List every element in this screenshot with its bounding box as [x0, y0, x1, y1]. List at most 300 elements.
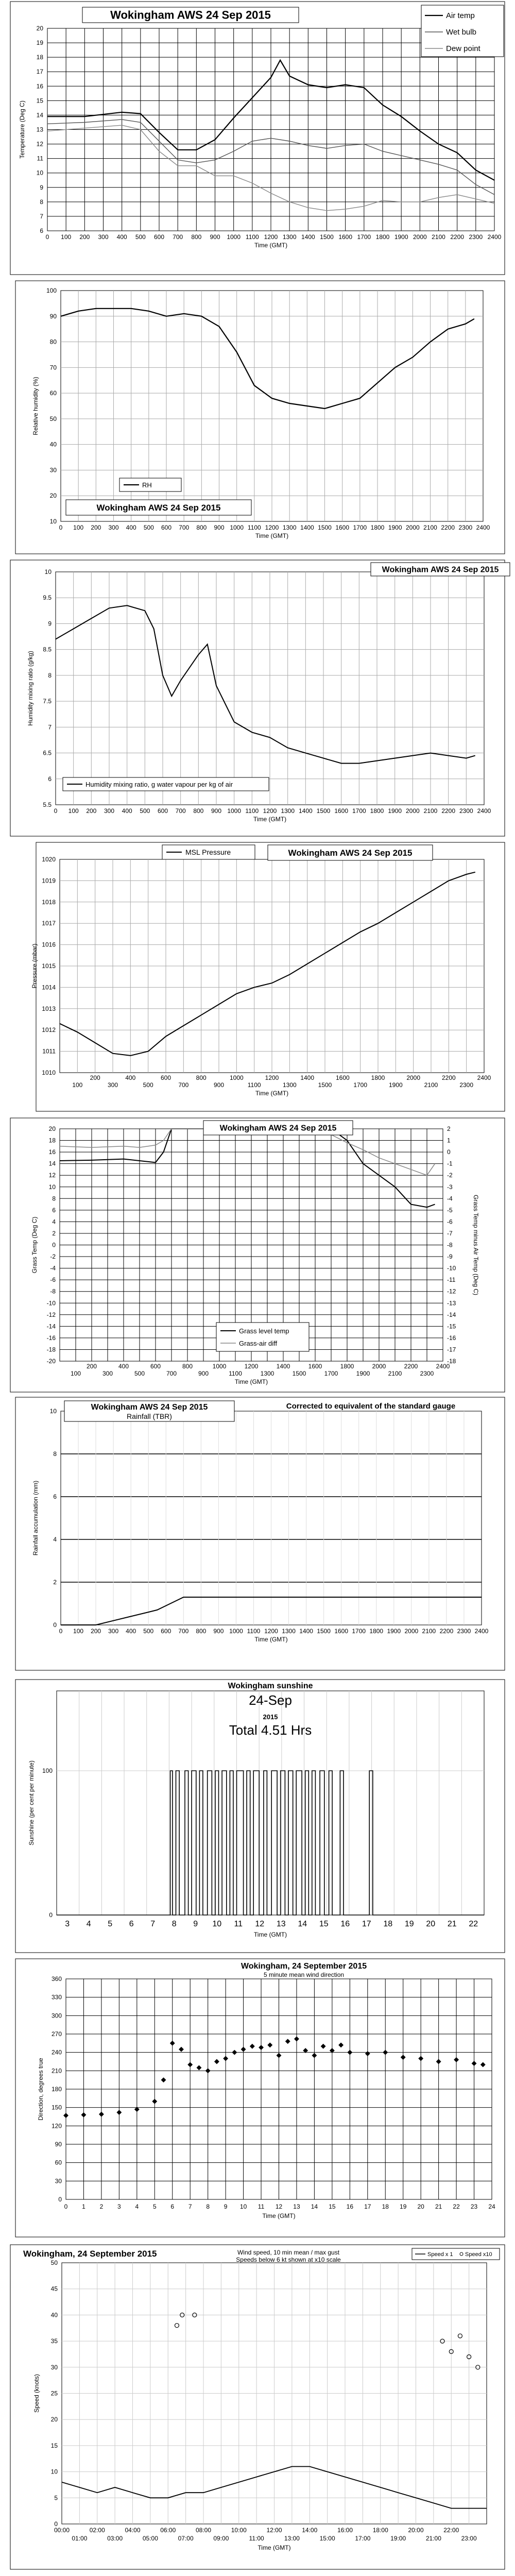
y-tick-label: 9 [40, 183, 43, 191]
y-tick-label: 25 [50, 2389, 58, 2397]
x-tick-label: 1200 [244, 1363, 259, 1370]
y2-tick-label: -16 [447, 1334, 456, 1342]
x-tick-label: 1800 [370, 807, 384, 815]
chart-title: Wokingham AWS 24 Sep 2015 [91, 1403, 208, 1412]
y2-tick-label: -11 [447, 1276, 456, 1284]
x-tick-label: 21 [447, 1920, 457, 1928]
y-tick-label: 17 [36, 68, 43, 76]
x-tick-label: 400 [118, 1363, 129, 1370]
y-tick-label: 8.5 [43, 646, 52, 653]
x-tick-label: 400 [126, 1628, 136, 1635]
y-tick-label: 40 [50, 2311, 58, 2319]
x-tick-label: 800 [196, 1628, 207, 1635]
x-axis-label: Time (GMT) [255, 532, 289, 539]
y-tick-label: 100 [42, 1767, 53, 1774]
x-tick-label: 2000 [413, 233, 427, 241]
y-tick-label: 0 [49, 1911, 53, 1919]
x-tick-label: 2100 [388, 1370, 402, 1377]
y-tick-label: 60 [55, 2159, 62, 2166]
y-tick-label: 90 [49, 312, 57, 320]
y-tick-label: 16 [48, 1148, 56, 1156]
y-tick-label: 11 [37, 155, 43, 162]
x-tick-label: 300 [102, 1370, 113, 1377]
y-tick-label: 1016 [42, 941, 56, 948]
y-tick-label: 0 [54, 2520, 58, 2528]
x-tick-label: 21:00 [425, 2535, 441, 2542]
x-tick-label: 1500 [317, 1628, 331, 1635]
y-tick-label: -18 [46, 1346, 56, 1353]
y-tick-label: -12 [46, 1311, 56, 1318]
x-tick-label: 03:00 [107, 2535, 123, 2542]
x-tick-label: 700 [178, 1081, 189, 1089]
x-tick-label: 2400 [477, 807, 491, 815]
y-tick-label: -6 [50, 1276, 56, 1284]
x-tick-label: 1300 [260, 1370, 274, 1377]
y2-tick-label: -8 [447, 1241, 453, 1249]
x-tick-label: 10 [239, 2203, 247, 2210]
x-tick-label: 2200 [450, 233, 465, 241]
x-axis-label: Time (GMT) [254, 1636, 288, 1643]
x-tick-label: 23 [470, 2203, 478, 2210]
x-tick-label: 4 [135, 2203, 139, 2210]
x-tick-label: 1700 [357, 233, 371, 241]
x-tick-label: 04:00 [125, 2527, 141, 2534]
x-tick-label: 07:00 [178, 2535, 194, 2542]
wind-speed-chart [0, 2243, 515, 2576]
x-tick-label: 2400 [477, 1074, 491, 1081]
x-tick-label: 10 [212, 1920, 222, 1928]
y-tick-label: 1014 [42, 984, 56, 991]
grass-temp-chart [0, 1116, 515, 1396]
y-tick-label: 240 [51, 2048, 62, 2056]
y-tick-label: 14 [36, 111, 43, 119]
x-tick-label: 1800 [340, 1363, 354, 1370]
y-tick-label: 2 [52, 1229, 56, 1237]
rainfall-chart-svg [0, 1396, 515, 1678]
y-tick-label: 50 [49, 415, 57, 422]
x-tick-label: 1100 [229, 1370, 242, 1377]
x-tick-label: 1900 [388, 524, 402, 531]
x-tick-label: 400 [116, 233, 127, 241]
x-tick-label: 1500 [292, 1370, 306, 1377]
x-tick-label: 200 [91, 524, 101, 531]
x-tick-label: 1700 [352, 807, 366, 815]
x-tick-label: 1000 [212, 1363, 227, 1370]
legend-label: MSL Pressure [185, 848, 231, 856]
x-tick-label: 6 [170, 2203, 175, 2210]
y2-tick-label: -18 [447, 1358, 456, 1365]
x-tick-label: 2000 [404, 1628, 419, 1635]
x-tick-label: 1100 [247, 1628, 261, 1635]
x-tick-label: 1000 [230, 524, 244, 531]
x-tick-label: 900 [213, 1628, 224, 1635]
x-tick-label: 300 [104, 807, 115, 815]
x-tick-label: 02:00 [89, 2527, 105, 2534]
y-axis-label: Direction, degrees true [37, 2058, 44, 2121]
y-tick-label: 1011 [42, 1047, 56, 1055]
x-tick-label: 4 [86, 1920, 91, 1928]
x-tick-label: 11 [234, 1920, 243, 1928]
wind-direction-chart [0, 1957, 515, 2243]
pressure-chart [0, 841, 515, 1116]
x-tick-label: 1000 [229, 1074, 244, 1081]
x-tick-label: 18:00 [372, 2527, 388, 2534]
x-tick-label: 08:00 [195, 2527, 212, 2534]
x-tick-label: 100 [73, 1628, 84, 1635]
x-axis-label: Time (GMT) [254, 242, 288, 249]
x-tick-label: 2 [99, 2203, 104, 2210]
x-tick-label: 2000 [372, 1363, 386, 1370]
x-tick-label: 14 [311, 2203, 318, 2210]
x-tick-label: 1400 [301, 233, 315, 241]
chart-subtitle: Wind speed, 10 min mean / max gust [237, 2249, 340, 2256]
y-tick-label: 18 [36, 54, 43, 61]
y-tick-label: 18 [48, 1137, 56, 1144]
x-tick-label: 1800 [369, 1628, 384, 1635]
y-tick-label: 20 [36, 25, 43, 32]
x-tick-label: 1300 [282, 233, 297, 241]
x-tick-label: 23:00 [461, 2535, 477, 2542]
x-tick-label: 24 [488, 2203, 495, 2210]
x-tick-label: 2000 [405, 524, 420, 531]
y-tick-label: 7.5 [43, 698, 52, 705]
y-tick-label: 8 [52, 1195, 56, 1202]
x-tick-label: 100 [68, 807, 79, 815]
y-tick-label: 1010 [42, 1069, 56, 1076]
mixing-ratio-chart [0, 558, 515, 841]
y2-tick-label: 2 [447, 1125, 451, 1132]
x-tick-label: 1200 [263, 807, 277, 815]
x-axis-label: Time (GMT) [234, 1378, 268, 1385]
x-tick-label: 600 [160, 1074, 171, 1081]
x-tick-label: 2400 [474, 1628, 489, 1635]
y-tick-label: 330 [51, 1993, 62, 2001]
y-tick-label: 1013 [42, 1005, 56, 1012]
x-tick-label: 11:00 [249, 2535, 264, 2542]
x-tick-label: 1300 [281, 807, 295, 815]
y2-tick-label: -4 [447, 1195, 453, 1202]
x-tick-label: 7 [150, 1920, 156, 1928]
x-tick-label: 1 [82, 2203, 85, 2210]
x-tick-label: 700 [179, 524, 190, 531]
y-axis-label: Grass Temp (Deg C) [31, 1216, 38, 1274]
x-tick-label: 00:00 [54, 2527, 70, 2534]
x-tick-label: 1200 [264, 1628, 278, 1635]
x-tick-label: 14:00 [302, 2527, 318, 2534]
x-tick-label: 09:00 [213, 2535, 229, 2542]
y-tick-label: 16 [36, 82, 43, 90]
x-tick-label: 20:00 [408, 2527, 424, 2534]
y-tick-label: 80 [49, 338, 57, 346]
y-tick-label: 1020 [42, 856, 56, 863]
x-tick-label: 2200 [441, 524, 455, 531]
y2-tick-label: -9 [447, 1253, 453, 1261]
x-tick-label: 20 [417, 2203, 424, 2210]
y-tick-label: 1012 [42, 1026, 56, 1034]
x-tick-label: 1900 [387, 1628, 401, 1635]
x-tick-label: 2000 [406, 1074, 421, 1081]
x-tick-label: 1600 [338, 233, 353, 241]
x-tick-label: 5 [152, 2203, 157, 2210]
temperature-chart-svg [0, 0, 515, 279]
x-tick-label: 1700 [324, 1370, 338, 1377]
x-tick-label: 10:00 [231, 2527, 247, 2534]
x-tick-label: 1100 [247, 524, 261, 531]
y-tick-label: 0 [52, 1241, 56, 1249]
y-tick-label: 7 [40, 212, 43, 220]
x-tick-label: 8 [206, 2203, 210, 2210]
x-tick-label: 800 [196, 524, 207, 531]
x-tick-label: 1100 [247, 1081, 261, 1089]
x-tick-label: 500 [143, 524, 154, 531]
y-tick-label: 0 [58, 2196, 62, 2203]
y-tick-label: 8 [40, 198, 43, 206]
x-tick-label: 1000 [229, 1628, 243, 1635]
legend-label: Grass-air diff [239, 1340, 278, 1347]
x-tick-label: 400 [122, 807, 132, 815]
y2-tick-label: -17 [447, 1346, 456, 1353]
x-axis-label: Time (GMT) [253, 1931, 287, 1938]
x-tick-label: 1600 [334, 807, 349, 815]
y-tick-label: 20 [50, 2416, 58, 2424]
x-tick-label: 700 [175, 807, 186, 815]
x-tick-label: 900 [210, 233, 220, 241]
x-tick-label: 1200 [265, 524, 279, 531]
chart-subtitle: 5 minute mean wind direction [263, 1971, 345, 1978]
x-tick-label: 13:00 [284, 2535, 300, 2542]
x-tick-label: 20 [426, 1920, 436, 1928]
y-tick-label: 1015 [42, 962, 56, 970]
x-tick-label: 21 [435, 2203, 442, 2210]
x-tick-label: 1000 [227, 233, 241, 241]
y-tick-label: 8 [48, 671, 52, 679]
x-tick-label: 2100 [422, 1628, 436, 1635]
x-tick-label: 19 [400, 2203, 407, 2210]
x-tick-label: 7 [188, 2203, 192, 2210]
sunshine-chart [0, 1678, 515, 1957]
x-tick-label: 300 [108, 1628, 119, 1635]
x-tick-label: 1600 [308, 1363, 322, 1370]
legend-label: Wet bulb [446, 28, 476, 37]
y-axis-label: Temperature (Deg C) [19, 100, 26, 159]
x-tick-label: 6 [129, 1920, 134, 1928]
x-tick-label: 1600 [335, 1074, 350, 1081]
x-tick-label: 600 [153, 233, 165, 241]
chart-subtitle: Rainfall (TBR) [127, 1412, 172, 1420]
y-tick-label: -8 [50, 1287, 56, 1295]
x-tick-label: 1300 [282, 1628, 296, 1635]
sunshine-chart-svg [0, 1678, 515, 1957]
x-tick-label: 1500 [316, 807, 331, 815]
y-tick-label: 14 [48, 1160, 56, 1167]
x-tick-label: 1500 [320, 233, 334, 241]
x-tick-label: 500 [143, 1081, 153, 1089]
y-axis-label: Speed (knots) [33, 2374, 40, 2413]
x-tick-label: 600 [161, 1628, 171, 1635]
x-tick-label: 1200 [265, 1074, 279, 1081]
x-tick-label: 1800 [370, 524, 385, 531]
x-tick-label: 0 [59, 524, 63, 531]
y-tick-label: 7 [48, 723, 52, 731]
x-tick-label: 500 [140, 807, 150, 815]
y-tick-label: 12 [48, 1172, 56, 1179]
humidity-chart-svg [0, 279, 515, 558]
x-tick-label: 200 [86, 807, 97, 815]
x-tick-label: 15 [319, 1920, 329, 1928]
y2-tick-label: -15 [447, 1323, 456, 1330]
y2-tick-label: 0 [447, 1148, 451, 1156]
x-tick-label: 06:00 [160, 2527, 176, 2534]
x-tick-label: 18 [382, 2203, 389, 2210]
x-tick-label: 200 [90, 1074, 100, 1081]
x-tick-label: 100 [70, 1370, 81, 1377]
y-tick-label: 90 [55, 2141, 62, 2148]
y-tick-label: 9.5 [43, 594, 52, 602]
chart-total: Total 4.51 Hrs [229, 1722, 312, 1738]
x-tick-label: 200 [91, 1628, 101, 1635]
chart-title: Wokingham AWS 24 Sep 2015 [382, 565, 499, 574]
x-tick-label: 900 [198, 1370, 209, 1377]
y-tick-label: -2 [50, 1253, 56, 1261]
y-tick-label: 10 [44, 568, 52, 575]
x-tick-label: 900 [214, 524, 225, 531]
x-tick-label: 2100 [423, 524, 437, 531]
x-tick-label: 800 [182, 1363, 193, 1370]
y-tick-label: 150 [51, 2104, 62, 2111]
x-tick-label: 3 [65, 1920, 70, 1928]
chart-date: 24-Sep [249, 1692, 292, 1708]
x-tick-label: 2200 [441, 807, 456, 815]
y-tick-label: 30 [55, 2177, 62, 2185]
x-tick-label: 800 [191, 233, 202, 241]
x-tick-label: 900 [211, 807, 222, 815]
y2-tick-label: 1 [447, 1137, 451, 1144]
x-tick-label: 17 [364, 2203, 371, 2210]
y-tick-label: 50 [50, 2259, 58, 2266]
x-tick-label: 1700 [352, 1628, 366, 1635]
x-tick-label: 2300 [457, 1628, 471, 1635]
y-tick-label: -16 [46, 1334, 56, 1342]
x-tick-label: 100 [72, 1081, 83, 1089]
y-tick-label: 12 [36, 140, 43, 148]
y-tick-label: 1017 [42, 920, 56, 927]
x-tick-label: 1400 [300, 524, 314, 531]
y-tick-label: 15 [50, 2442, 58, 2449]
x-tick-label: 300 [108, 524, 119, 531]
x-tick-label: 0 [45, 233, 49, 241]
x-tick-label: 2400 [436, 1363, 450, 1370]
y-tick-label: 20 [49, 492, 57, 500]
x-tick-label: 22 [453, 2203, 460, 2210]
y-axis-label: Humidity mixing ratio (g/kg) [27, 651, 34, 726]
x-tick-label: 0 [59, 1628, 63, 1635]
y2-tick-label: -2 [447, 1172, 453, 1179]
x-tick-label: 19 [404, 1920, 414, 1928]
x-tick-label: 2300 [469, 233, 483, 241]
legend-label: Humidity mixing ratio, g water vapour per kg of air [85, 781, 233, 788]
x-tick-label: 600 [157, 807, 168, 815]
chart-title: Wokingham AWS 24 Sep 2015 [219, 1124, 337, 1133]
x-tick-label: 17 [362, 1920, 371, 1928]
y-tick-label: 9 [48, 620, 52, 628]
y-tick-label: 8 [53, 1450, 57, 1458]
y2-axis-label: Grass Temp minus Air Temp (Deg C) [472, 1195, 479, 1295]
x-tick-label: 19:00 [390, 2535, 406, 2542]
x-tick-label: 0 [54, 807, 58, 815]
y-tick-label: 19 [36, 39, 43, 47]
x-tick-label: 2300 [459, 1081, 474, 1089]
humidity-chart [0, 279, 515, 558]
y-tick-label: 5.5 [43, 801, 52, 808]
chart-title: Wokingham, 24 September 2015 [241, 1962, 367, 1971]
x-tick-label: 16 [346, 2203, 354, 2210]
y-axis-label: Rainfall accumulation (mm) [32, 1480, 39, 1556]
x-tick-label: 1400 [276, 1363, 290, 1370]
x-tick-label: 9 [224, 2203, 228, 2210]
x-tick-label: 17:00 [355, 2535, 371, 2542]
x-tick-label: 1400 [298, 807, 313, 815]
x-tick-label: 22:00 [443, 2527, 459, 2534]
x-tick-label: 2400 [487, 233, 502, 241]
x-tick-label: 1400 [300, 1074, 315, 1081]
x-tick-label: 2100 [432, 233, 445, 241]
x-tick-label: 16 [340, 1920, 350, 1928]
x-tick-label: 1900 [356, 1370, 370, 1377]
x-tick-label: 1900 [388, 1081, 403, 1089]
x-tick-label: 2100 [424, 1081, 438, 1089]
x-tick-label: 700 [178, 1628, 189, 1635]
y2-tick-label: -1 [447, 1160, 453, 1167]
y-tick-label: 10 [50, 2468, 58, 2476]
x-tick-label: 2300 [420, 1370, 434, 1377]
x-tick-label: 900 [213, 1081, 225, 1089]
x-tick-label: 800 [193, 807, 204, 815]
x-tick-label: 12 [255, 1920, 265, 1928]
legend-label: Dew point [446, 44, 480, 53]
y-tick-label: 45 [50, 2285, 58, 2293]
rainfall-chart [0, 1396, 515, 1678]
x-tick-label: 1500 [318, 524, 332, 531]
grass-temp-chart-svg [0, 1116, 515, 1396]
x-tick-label: 1000 [227, 807, 242, 815]
y-tick-label: 270 [51, 2030, 62, 2038]
chart-title: Wokingham sunshine [228, 1682, 313, 1690]
x-tick-label: 12 [275, 2203, 283, 2210]
x-tick-label: 2300 [458, 524, 473, 531]
x-tick-label: 200 [79, 233, 90, 241]
x-tick-label: 300 [107, 1081, 118, 1089]
x-tick-label: 01:00 [72, 2535, 88, 2542]
y-tick-label: 10 [48, 1183, 56, 1191]
y-tick-label: 10 [49, 1408, 57, 1415]
wind-speed-chart-svg [0, 2243, 515, 2576]
x-tick-label: 15:00 [319, 2535, 335, 2542]
x-tick-label: 500 [134, 1370, 145, 1377]
x-tick-label: 1600 [334, 1628, 349, 1635]
y-tick-label: 360 [51, 1975, 62, 1982]
y-tick-label: 13 [36, 126, 43, 133]
y2-tick-label: -3 [447, 1183, 453, 1191]
y-tick-label: 0 [53, 1621, 57, 1629]
chart-note: Speeds below 6 kt shown at x10 scale [236, 2256, 341, 2263]
y-tick-label: 30 [50, 2363, 58, 2371]
y-tick-label: 2 [53, 1579, 57, 1586]
x-tick-label: 9 [193, 1920, 198, 1928]
x-axis-label: Time (GMT) [253, 816, 287, 823]
x-tick-label: 05:00 [142, 2535, 158, 2542]
x-axis-label: Time (GMT) [258, 2544, 291, 2551]
y-tick-label: 35 [50, 2337, 58, 2345]
